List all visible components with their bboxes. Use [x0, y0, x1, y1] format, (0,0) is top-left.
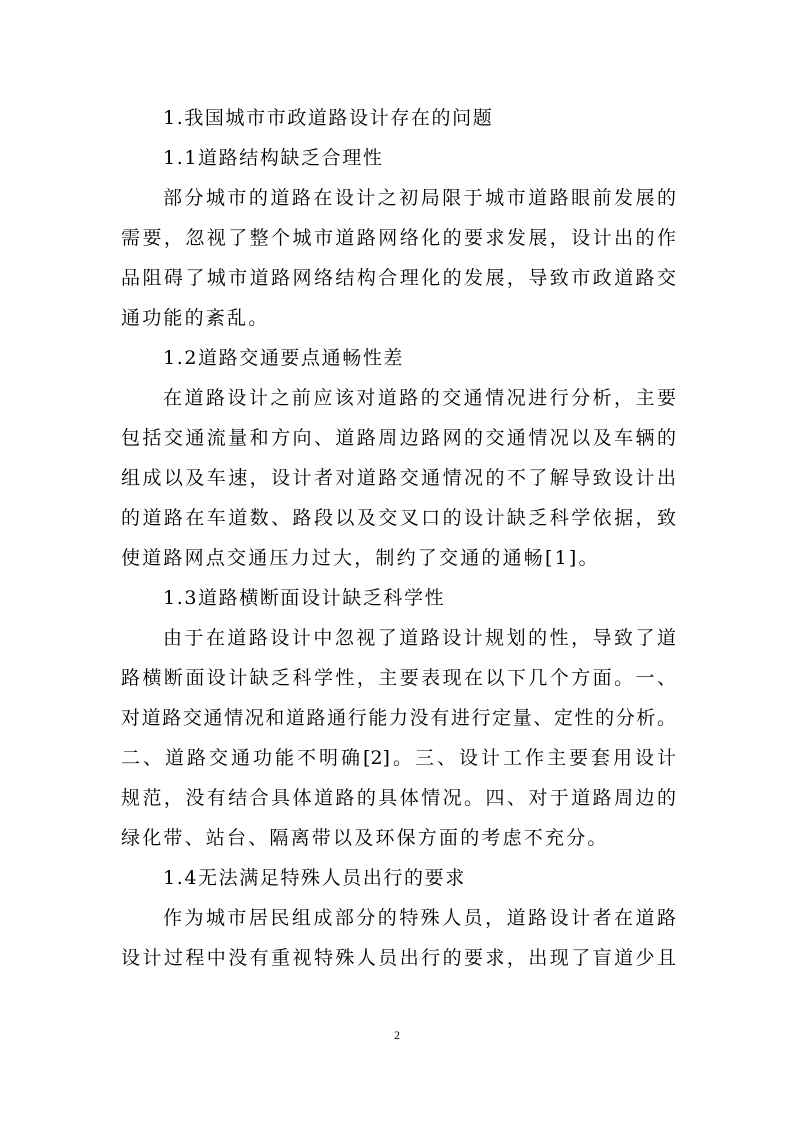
paragraph-line: 使道路网点交通压力过大，制约了交通的通畅[1]。 [121, 547, 600, 569]
paragraph-line: 在道路设计之前应该对道路的交通情况进行分析，主要 [163, 387, 676, 409]
paragraph-line: 组成以及车速，设计者对道路交通情况的不了解导致设计出 [121, 467, 676, 489]
document-body [121, 98, 676, 978]
paragraph-line: 包括交通流量和方向、道路周边路网的交通情况以及车辆的 [121, 427, 676, 449]
subsection-heading: 1.3道路横断面设计缺乏科学性 [163, 587, 446, 609]
page-number: 2 [394, 1028, 400, 1042]
paragraph-line: 作为城市居民组成部分的特殊人员，道路设计者在道路 [163, 907, 676, 929]
subsection-heading: 1.1道路结构缺乏合理性 [163, 147, 384, 169]
paragraph-line: 通功能的紊乱。 [121, 307, 270, 329]
subsection-heading: 1.2道路交通要点通畅性差 [163, 347, 405, 369]
paragraph-line: 品阻碍了城市道路网络结构合理化的发展，导致市政道路交 [121, 267, 676, 289]
paragraph-line: 绿化带、站台、隔离带以及环保方面的考虑不充分。 [121, 827, 609, 849]
paragraph-line: 需要，忽视了整个城市道路网络化的要求发展，设计出的作 [121, 227, 676, 249]
paragraph-line: 部分城市的道路在设计之初局限于城市道路眼前发展的 [163, 187, 676, 209]
paragraph-line: 设计过程中没有重视特殊人员出行的要求，出现了盲道少且 [121, 947, 676, 969]
paragraph-line: 规范，没有结合具体道路的具体情况。四、对于道路周边的 [121, 787, 676, 809]
paragraph-line: 由于在道路设计中忽视了道路设计规划的性，导致了道 [163, 627, 676, 649]
paragraph-line: 路横断面设计缺乏科学性，主要表现在以下几个方面。一、 [121, 667, 676, 689]
paragraph-line: 二、道路交通功能不明确[2]。三、设计工作主要套用设计 [121, 747, 676, 769]
paragraph-line: 对道路交通情况和道路通行能力没有进行定量、定性的分析。 [121, 707, 676, 729]
subsection-heading: 1.4无法满足特殊人员出行的要求 [163, 867, 466, 889]
section-heading: 1.我国城市市政道路设计存在的问题 [163, 107, 494, 129]
paragraph-line: 的道路在车道数、路段以及交叉口的设计缺乏科学依据，致 [121, 507, 676, 529]
